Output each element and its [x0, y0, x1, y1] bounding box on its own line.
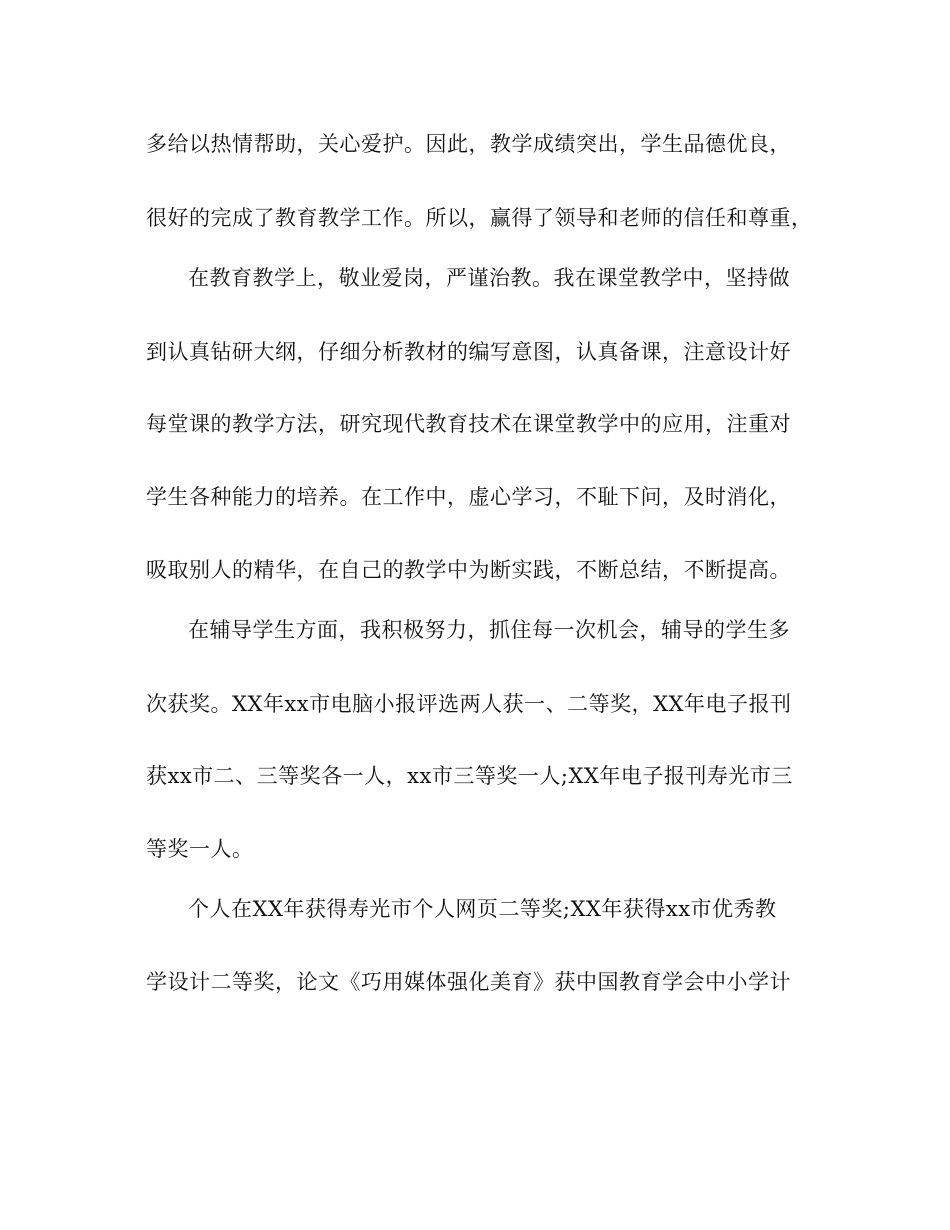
text-line: 多给以热情帮助，关心爱护。因此，教学成绩突出，学生品德优良， — [146, 132, 791, 156]
text-line: 获xx市二、三等奖各一人，xx市三等奖一人;XX年电子报刊寿光市三 — [146, 764, 793, 788]
paragraph-start-line: 在辅导学生方面，我积极努力，抓住每一次机会，辅导的学生多 — [188, 618, 790, 642]
text-line: 吸取别人的精华，在自己的教学中为断实践，不断总结，不断提高。 — [146, 558, 791, 582]
text-line: 学生各种能力的培养。在工作中，虚心学习，不耻下问，及时消化， — [146, 485, 791, 509]
text-line: 到认真钻研大纲，仔细分析教材的编写意图，认真备课，注意设计好 — [146, 340, 791, 364]
text-line: 很好的完成了教育教学工作。所以，赢得了领导和老师的信任和尊重， — [146, 206, 813, 230]
paragraph-start-line: 在教育教学上，敬业爱岗，严谨治教。我在课堂教学中，坚持做 — [188, 266, 790, 290]
text-line: 每堂课的教学方法，研究现代教育技术在课堂教学中的应用，注重对 — [146, 412, 791, 436]
text-line: 等奖一人。 — [146, 837, 254, 861]
text-line: 学设计二等奖，论文《巧用媒体强化美育》获中国教育学会中小学计 — [146, 970, 791, 994]
text-line: 次获奖。XX年xx市电脑小报评选两人获一、二等奖，XX年电子报刊 — [146, 692, 792, 716]
paragraph-start-line: 个人在XX年获得寿光市个人网页二等奖;XX年获得xx市优秀教 — [188, 897, 777, 921]
